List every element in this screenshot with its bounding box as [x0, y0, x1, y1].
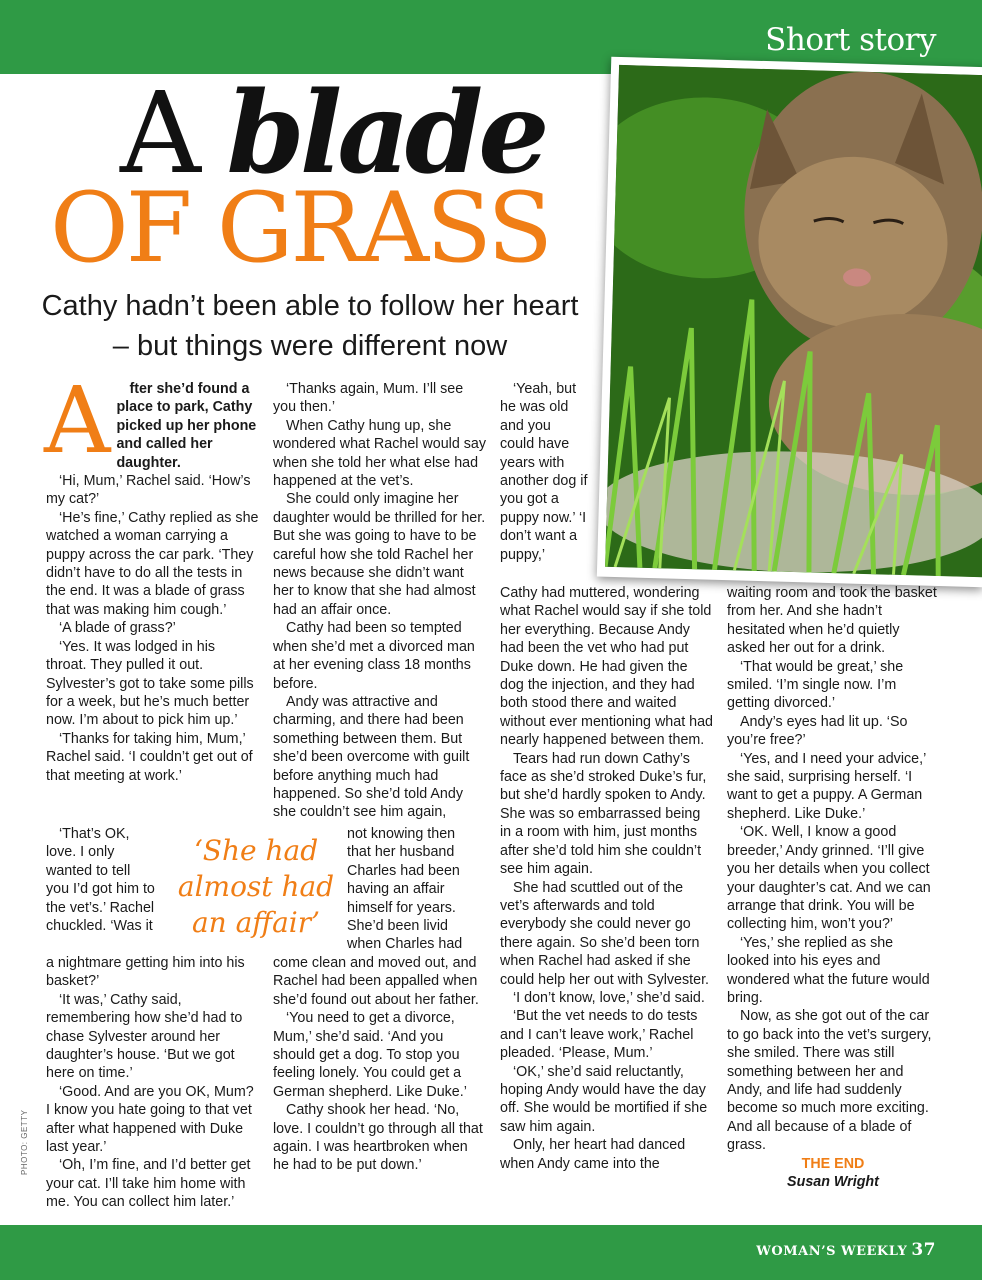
paragraph: Andy was attractive and charming, and there had been something between them. But she’d been overcome with guilt before anything much had happened. So she’d told Andy she couldn’t see him again, — [273, 693, 470, 821]
paragraph: ‘OK,’ she’d said reluctantly, hoping Andy would have the day off. She would be mortified if she saw him again. — [500, 1063, 708, 1135]
magazine-name: WOMAN’S WEEKLY — [756, 1244, 908, 1259]
column-1 — [44, 367, 259, 785]
column-1-narrow — [46, 825, 156, 935]
title-regular: A — [120, 69, 227, 199]
paragraph: ‘That would be great,’ she smiled. ‘I’m single now. I’m getting divorced.’ — [727, 658, 904, 712]
paragraph: ‘Thanks for taking him, Mum,’ Rachel said. ‘I couldn’t get out of that meeting at work.’ — [46, 730, 253, 784]
paragraph: ‘That’s OK, love. I only wanted to tell you I’d got him to the vet’s.’ Rachel chuckled. ‘Was it — [46, 826, 155, 935]
pull-quote: ‘She had almost had an affair’ — [177, 834, 335, 939]
column-3 — [500, 584, 714, 1173]
paragraph: Cathy had muttered, wondering what Rachel would say if she told her everything. Because Andy had been the vet who had put Duke down. He had given the dog the injection, and they had both stood there and waited without ever mentioning what had nearly happened between them. — [500, 585, 713, 749]
cat-photo — [605, 65, 982, 577]
paragraph: Andy’s eyes had lit up. ‘So you’re free?’ — [727, 713, 908, 749]
paragraph: ‘Yes. It was lodged in his throat. They pulled it out. Sylvester’s got to take some pills for a week, but he’s much better now. I’m about to pick him up.’ — [46, 638, 254, 729]
paragraph: Tears had run down Cathy’s face as she’d stroked Duke’s fur, but she’d hardly spoken to Andy. She was so embarrassed being in a room with him, just months after she’d told him she couldn’t see him again. — [500, 750, 707, 878]
paragraph: not knowing then that her husband Charles had been having an affair himself for years. She’d been livid when Charles had — [347, 826, 463, 953]
paragraph: She had scuttled out of the vet’s afterwards and told everybody she could never go there again. So she’d been torn when Rachel had asked if she could help her out with Sylvester. — [500, 879, 710, 988]
cat-photo-frame — [597, 57, 982, 588]
byline: Susan Wright — [787, 1174, 879, 1190]
column-2-after — [273, 954, 487, 1175]
footer — [756, 1240, 936, 1260]
paragraph: ‘It was,’ Cathy said, remembering how she’d had to chase Sylvester around her daughter’s house. ‘But we got here on time.’ — [46, 991, 243, 1082]
paragraph: When Cathy hung up, she wondered what Rachel would say when she told her what else had happened at the vet’s. — [273, 417, 486, 490]
section-label: Short story — [765, 22, 936, 58]
paragraph: Now, as she got out of the car to go back into the vet’s surgery, she smiled. There was still something between her and Andy, and life had suddenly become so much more exciting. And all because of a blade of grass. — [727, 1008, 932, 1154]
drop-cap: A — [44, 367, 111, 474]
paragraph: ‘Hi, Mum,’ Rachel said. ‘How’s my cat?’ — [46, 473, 251, 508]
title-line-2: OF GRASS — [50, 172, 550, 284]
paragraph: ‘Thanks again, Mum. I’ll see you then.’ — [273, 381, 464, 416]
paragraph: ‘He’s fine,’ Cathy replied as she watched a woman carrying a puppy across the car park. ‘They didn’t have to do all the tests in the end. It was a blade of grass that was making him cough.’ — [46, 509, 259, 618]
cat-illustration — [605, 65, 982, 577]
column-3-narrow — [500, 380, 588, 564]
paragraph: ‘But the vet needs to do tests and I can’t leave work,’ Rachel pleaded. ‘Please, Mum.’ — [500, 1008, 698, 1062]
paragraph: a nightmare getting him into his basket?’ — [46, 955, 245, 990]
column-1-after — [46, 954, 259, 1212]
column-4 — [727, 584, 939, 1191]
paragraph: ‘Yes,’ she replied as she looked into his eyes and wondered what the future would bring. — [727, 934, 930, 1006]
standfirst: Cathy hadn’t been able to follow her heart – but things were different now — [41, 290, 579, 362]
paragraph: ‘Yeah, but he was old and you could have years with another dog if you got a puppy now.’ ‘I don’t want a puppy,’ — [500, 381, 588, 563]
column-2 — [273, 380, 487, 822]
paragraph: ‘Yes, and I need your advice,’ she said, surprising herself. ‘I want to get a puppy. A German shepherd. Like Duke.’ — [727, 750, 926, 822]
paragraph: ‘OK. Well, I know a good breeder,’ Andy grinned. ‘I’ll give you her details when you collect your daughter’s cat. And we can arrange that drink. You will be collecting him, won’t you?’ — [727, 824, 931, 933]
the-end: THE END — [801, 1155, 865, 1172]
paragraph: She could only imagine her daughter would be thrilled for her. But she was going to have to be careful how she told Rachel her news because she didn’t want her to know that she had almost had an affair once. — [273, 491, 486, 618]
paragraph: ‘Oh, I’m fine, and I’d better get your cat. I’ll take him home with me. You can collect him later.’ — [46, 1157, 251, 1211]
paragraph: ‘A blade of grass?’ — [59, 620, 176, 637]
paragraph: Cathy had been so tempted when she’d met a divorced man at her evening class 18 months before. — [273, 620, 475, 692]
paragraph: ‘I don’t know, love,’ she’d said. — [513, 989, 705, 1006]
paragraph: ‘Good. And are you OK, Mum? I know you hate going to that vet after what happened with Duke last year.’ — [46, 1083, 254, 1156]
column-2-narrow — [347, 825, 482, 954]
paragraph: come clean and moved out, and Rachel had been appalled when she’d found out about her father. — [273, 955, 479, 1008]
photo-credit: PHOTO: GETTY — [20, 1109, 29, 1175]
title-italic: blade — [226, 68, 545, 199]
page-number: 37 — [911, 1240, 936, 1260]
paragraph: Cathy shook her head. ‘No, love. I couldn’t go through all that again. I was heartbroken when he had to be put down.’ — [273, 1102, 483, 1174]
paragraph: waiting room and took the basket from her. And she hadn’t hesitated when he’d quietly asked her out for a drink. — [727, 585, 937, 657]
lead-paragraph: fter she’d found a place to park, Cathy picked up her phone and called her daughter. — [116, 381, 257, 471]
paragraph: ‘You need to get a divorce, Mum,’ she’d said. ‘And you should get a dog. To stop you feeling lonely. You could get a German shepherd. Like Duke.’ — [273, 1010, 467, 1100]
paragraph: Only, her heart had danced when Andy came into the — [500, 1137, 686, 1172]
